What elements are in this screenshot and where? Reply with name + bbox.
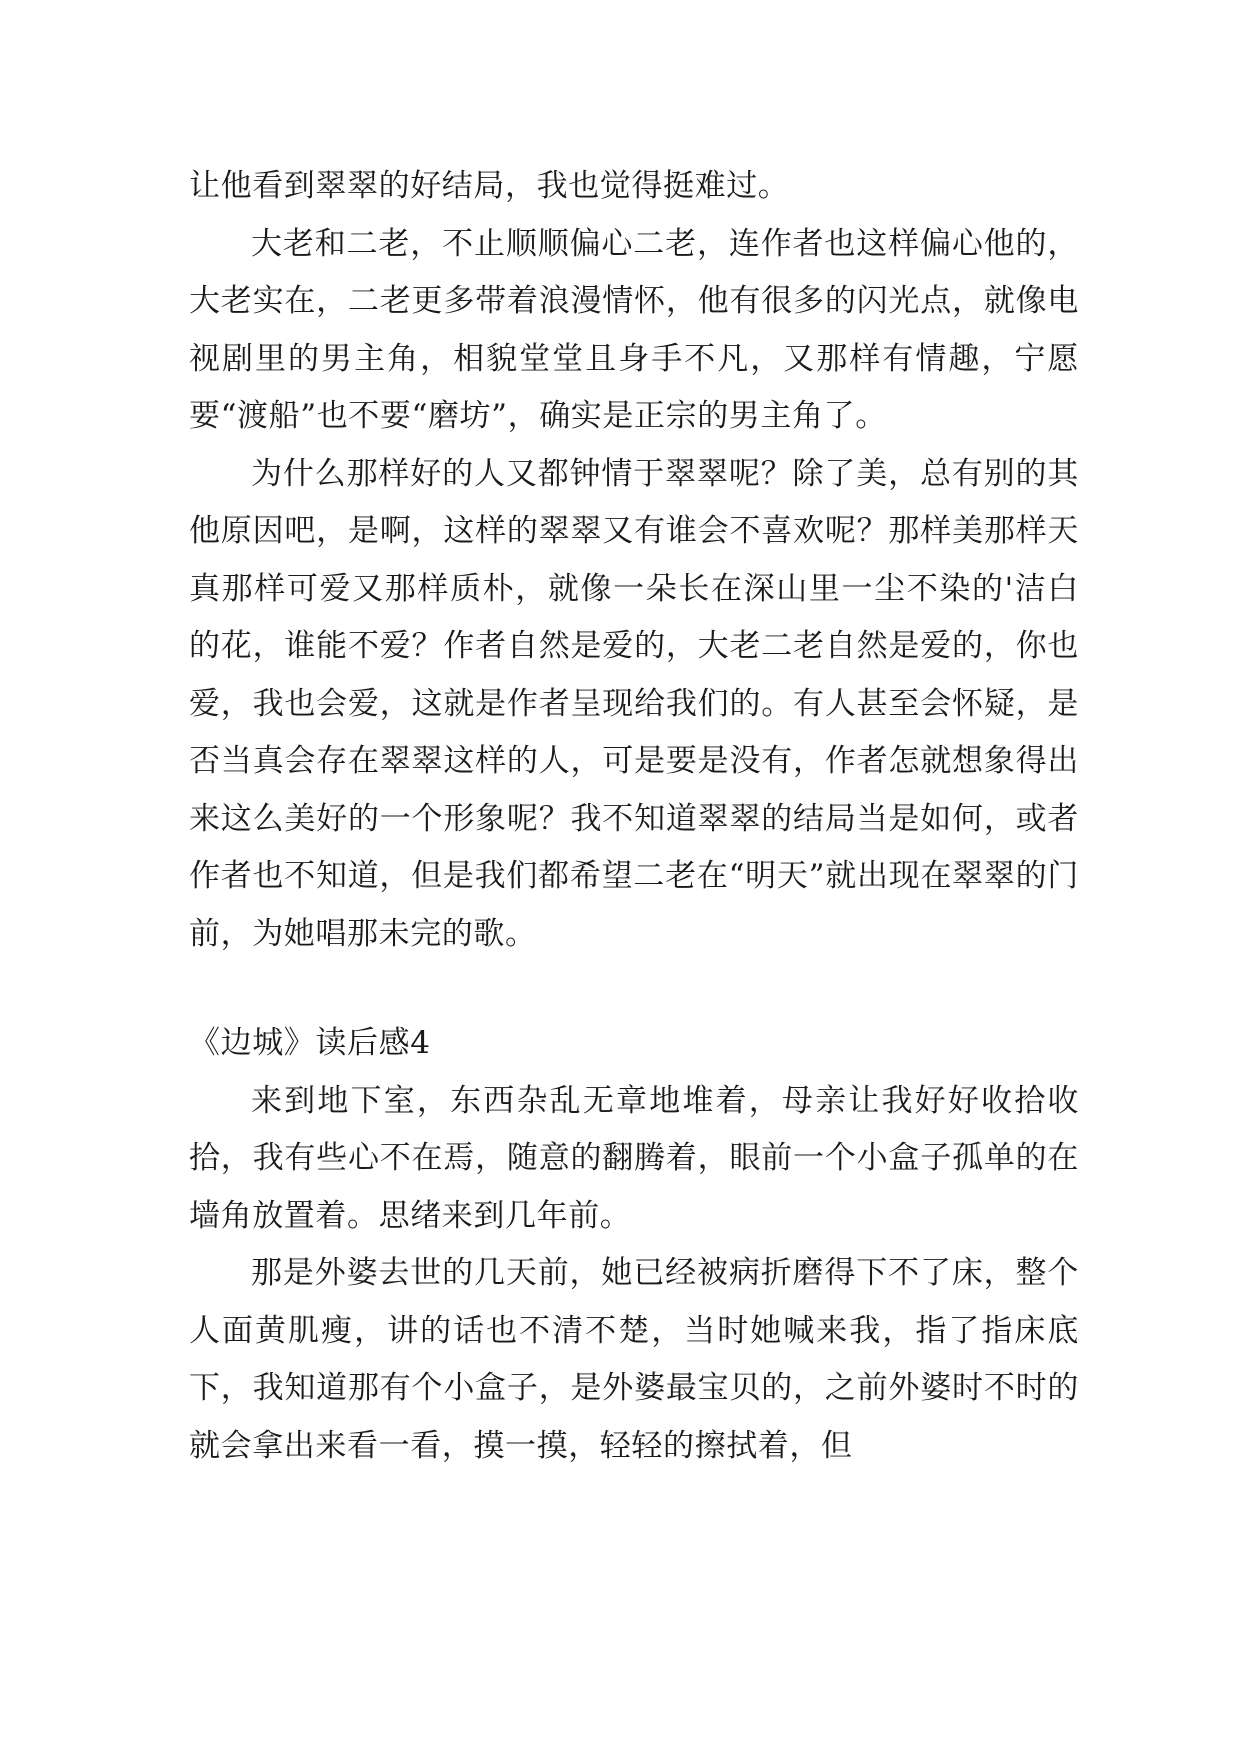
paragraph-basement: 来到地下室，东西杂乱无章地堆着，母亲让我好好收拾收拾，我有些心不在焉，随意的翻腾着，眼前一个小盒子孤单的在墙角放置着。思绪来到几年前。 [189,1082,1079,1234]
document-body [189,158,1079,1475]
paragraph-brothers: 大老和二老，不止顺顺偏心二老，连作者也这样偏心他的，大老实在，二老更多带着浪漫情怀，他有很多的闪光点，就像电视剧里的男主角，相貌堂堂且身手不凡，又那样有情趣，宁愿要“渡船”也不要“磨坊”，确实是正宗的男主角了。 [189,225,1079,434]
paragraph-grandma: 那是外婆去世的几天前，她已经被病折磨得下不了床，整个人面黄肌瘦，讲的话也不清不楚，当时她喊来我，指了指床底下，我知道那有个小盒子，是外婆最宝贝的，之前外婆时不时的就会拿出来看一看，摸一摸，轻轻的擦拭着，但 [189,1255,1079,1464]
paragraph-cuicui: 为什么那样好的人又都钟情于翠翠呢？除了美，总有别的其他原因吧，是啊，这样的翠翠又有谁会不喜欢呢？那样美那样天真那样可爱又那样质朴，就像一朵长在深山里一尘不染的'洁白的花，谁能不爱？作者自然是爱的，大老二老自然是爱的，你也爱，我也会爱，这就是作者呈现给我们的。有人甚至会怀疑，是否当真会存在翠翠这样的人，可是要是没有，作者怎就想象得出来这么美好的一个形象呢？我不知道翠翠的结局当是如何，或者作者也不知道，但是我们都希望二老在“明天”就出现在翠翠的门前，为她唱那未完的歌。 [189,455,1079,952]
paragraph-continuation: 让他看到翠翠的好结局，我也觉得挺难过。 [189,168,790,204]
section-title: 《边城》读后感4 [189,1025,431,1061]
